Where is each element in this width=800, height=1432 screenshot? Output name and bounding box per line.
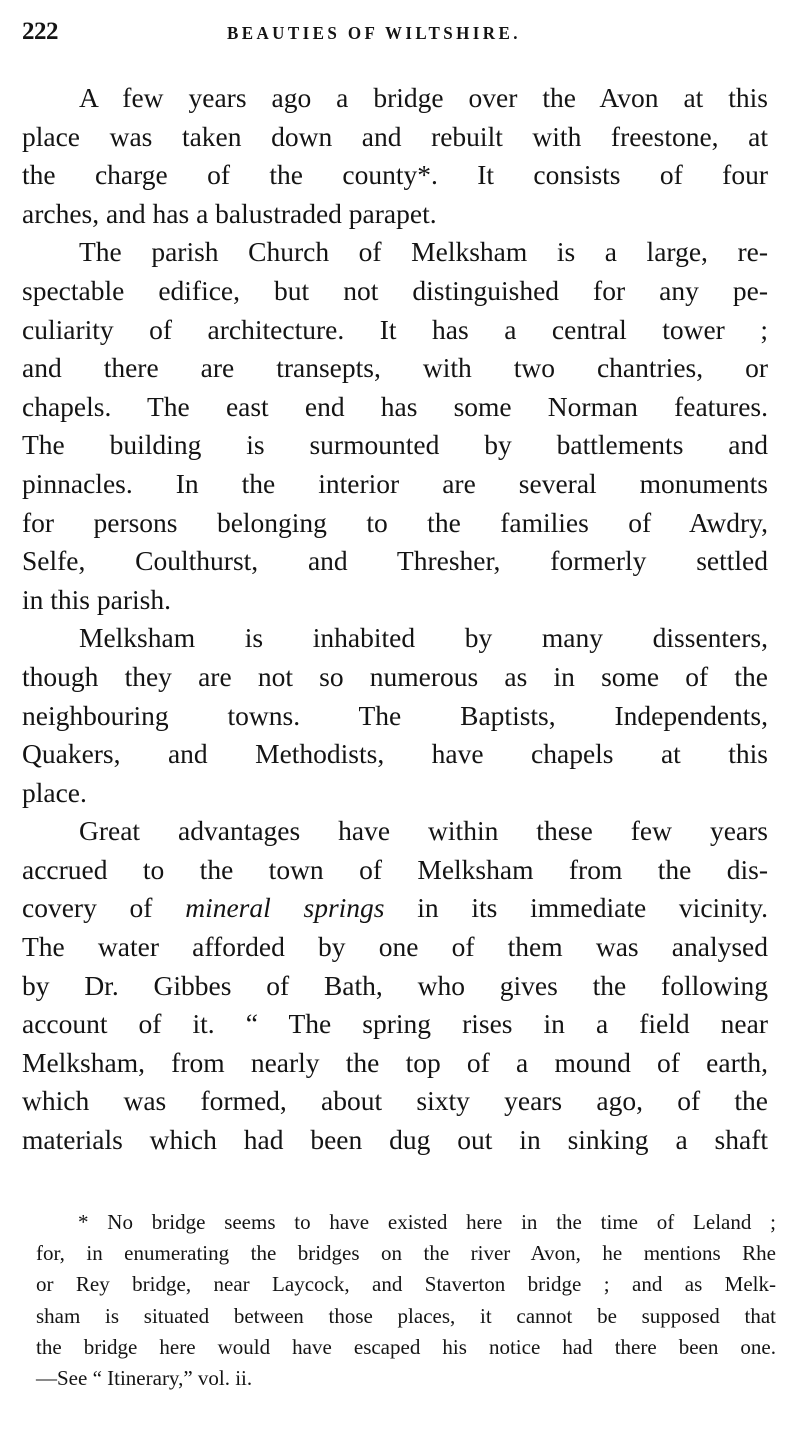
text-line: Quakers, and Methodists, have chapels at this [22, 738, 768, 770]
footnote-line: sham is situated between those places, it cannot be supposed that [36, 1303, 776, 1328]
text-line: Melksham, from nearly the top of a mound of earth, [22, 1046, 768, 1078]
footnote-line: or Rey bridge, near Laycock, and Staverton bridge ; and as Melk- [36, 1272, 776, 1297]
text-segment: in its immediate vicinity. [417, 892, 769, 924]
text-line: neighbouring towns. The Baptists, Independents, [22, 699, 768, 731]
text-line: which was formed, about sixty years ago, of the [22, 1085, 768, 1117]
text-line: though they are not so numerous as in some of the [22, 660, 768, 692]
paragraph-bridge [22, 79, 768, 233]
text-line: The water afforded by one of them was analysed [22, 931, 768, 963]
footnote [36, 1207, 776, 1394]
text-line: arches, and has a balustraded parapet. [22, 197, 437, 229]
text-segment: covery of [22, 892, 153, 924]
paragraph-church [22, 233, 768, 619]
text-line: place. [22, 776, 87, 808]
text-line: place was taken down and rebuilt with freestone, at [22, 120, 768, 152]
footnote-line: the bridge here would have escaped his notice had there been one. [36, 1334, 776, 1359]
footnote-line: * No bridge seems to have existed here in the time of Leland ; [78, 1210, 776, 1234]
body-text [22, 79, 768, 1160]
text-line: culiarity of architecture. It has a central tower ; [22, 313, 768, 345]
text-line: spectable edifice, but not distinguished for any pe- [22, 274, 768, 306]
text-line: by Dr. Gibbes of Bath, who gives the following [22, 969, 768, 1001]
text-line: The building is surmounted by battlements and [22, 429, 768, 461]
paragraph-dissenters [22, 619, 768, 812]
text-line: and there are transepts, with two chantries, or [22, 352, 768, 384]
page-number: 222 [22, 18, 58, 45]
text-line: in this parish. [22, 583, 171, 615]
text-line: the charge of the county*. It consists of four [22, 159, 768, 191]
text-line: chapels. The east end has some Norman features. [22, 390, 768, 422]
text-line: Great advantages have within these few years [79, 815, 768, 847]
text-line: for persons belonging to the families of Awdry, [22, 506, 768, 538]
footnote-line: —See “ Itinerary,” vol. ii. [36, 1365, 253, 1390]
text-line: A few years ago a bridge over the Avon at this [79, 82, 768, 113]
footnote-line: for, in enumerating the bridges on the river Avon, he mentions Rhe [36, 1241, 776, 1266]
text-line: Melksham is inhabited by many dissenters, [79, 622, 768, 654]
italic-phrase: mineral springs [185, 892, 385, 924]
text-line: account of it. “ The spring rises in a field near [22, 1008, 768, 1040]
paragraph-mineral-springs [22, 812, 768, 1159]
text-line: Selfe, Coulthurst, and Thresher, formerly settled [22, 545, 768, 577]
running-head: BEAUTIES OF WILTSHIRE. [227, 23, 521, 44]
text-line: pinnacles. In the interior are several monuments [22, 467, 768, 499]
page-header [22, 18, 782, 52]
text-line-with-italic [22, 889, 768, 928]
text-line: materials which had been dug out in sinking a shaft [22, 1124, 768, 1156]
text-line: accrued to the town of Melksham from the dis- [22, 853, 768, 885]
text-line: The parish Church of Melksham is a large, re- [79, 236, 768, 268]
